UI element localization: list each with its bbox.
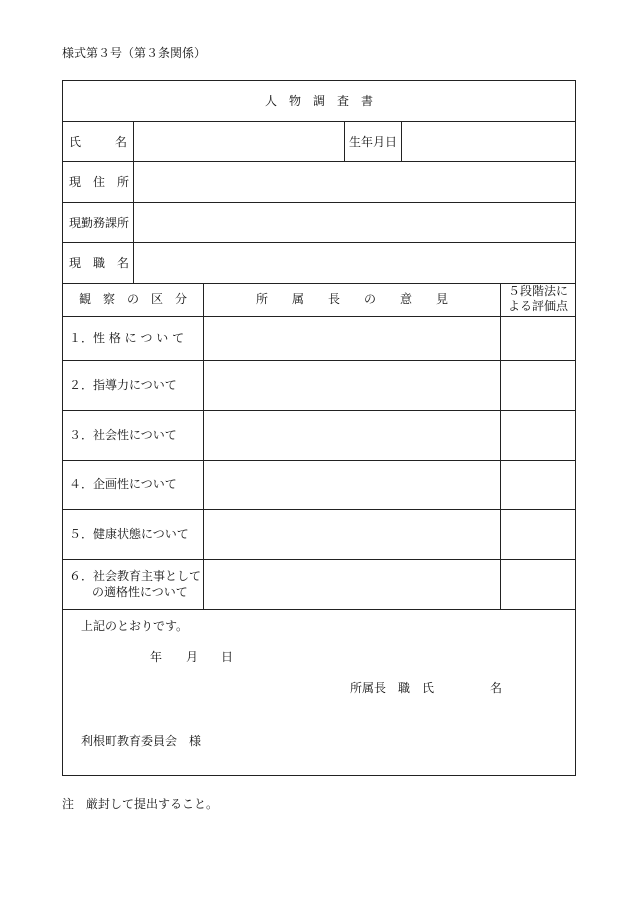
score-cell[interactable] [501, 461, 574, 509]
statement-text: 上記のとおりです。 [81, 619, 189, 633]
row-divider [63, 283, 575, 284]
row-divider [63, 609, 575, 610]
score-cell[interactable] [501, 317, 574, 360]
opinion-cell[interactable] [204, 560, 499, 609]
birth-date-label: 生年月日 [349, 135, 398, 149]
address-field[interactable] [134, 162, 574, 202]
opinion-cell[interactable] [204, 411, 499, 460]
date-month: 月 [186, 650, 199, 664]
addressee: 利根町教育委員会 様 [81, 734, 202, 748]
position-label: 現 職 名 [69, 256, 130, 270]
score-header: よる評価点 [507, 299, 568, 313]
score-cell[interactable] [501, 411, 574, 460]
row-label-leadership: ２．指導力について [69, 378, 177, 392]
row-label-planning: ４．企画性について [69, 477, 177, 491]
note: 注 厳封して提出すること。 [62, 797, 219, 811]
opinion-header: 所 属 長 の 意 見 [255, 292, 448, 306]
opinion-cell[interactable] [204, 510, 499, 559]
row-label-aptitude: の適格性について [92, 585, 188, 599]
name-field[interactable] [134, 122, 343, 161]
workplace-label: 現勤務課所 [69, 216, 130, 230]
row-label-character: １．性 格 に つ い て [69, 331, 185, 345]
form-number: 様式第３号（第３条関係） [62, 46, 207, 60]
signer-name-suffix: 名 [490, 681, 503, 695]
name-label: 名 [115, 135, 128, 149]
name-label: 氏 [69, 135, 82, 149]
score-header: ５段階法に [507, 284, 568, 298]
opinion-cell[interactable] [204, 361, 499, 410]
column-divider [344, 121, 345, 161]
score-cell[interactable] [501, 361, 574, 410]
score-cell[interactable] [501, 510, 574, 559]
opinion-cell[interactable] [204, 461, 499, 509]
category-header: 観 察 の 区 分 [78, 292, 187, 306]
birth-date-field[interactable] [402, 122, 574, 161]
row-label-aptitude: ６．社会教育主事として [69, 569, 202, 583]
row-label-health: ５．健康状態について [69, 527, 189, 541]
form-title: 人 物 調 査 書 [264, 94, 373, 108]
date-day: 日 [221, 650, 234, 664]
address-label: 現 住 所 [69, 175, 130, 189]
row-label-sociability: ３．社会性について [69, 428, 177, 442]
score-cell[interactable] [501, 560, 574, 609]
personnel-survey-form [62, 80, 576, 776]
opinion-cell[interactable] [204, 317, 499, 360]
position-field[interactable] [134, 243, 574, 283]
signer-title: 所属長 職 氏 [350, 681, 435, 695]
date-year: 年 [150, 650, 163, 664]
workplace-field[interactable] [134, 203, 574, 242]
